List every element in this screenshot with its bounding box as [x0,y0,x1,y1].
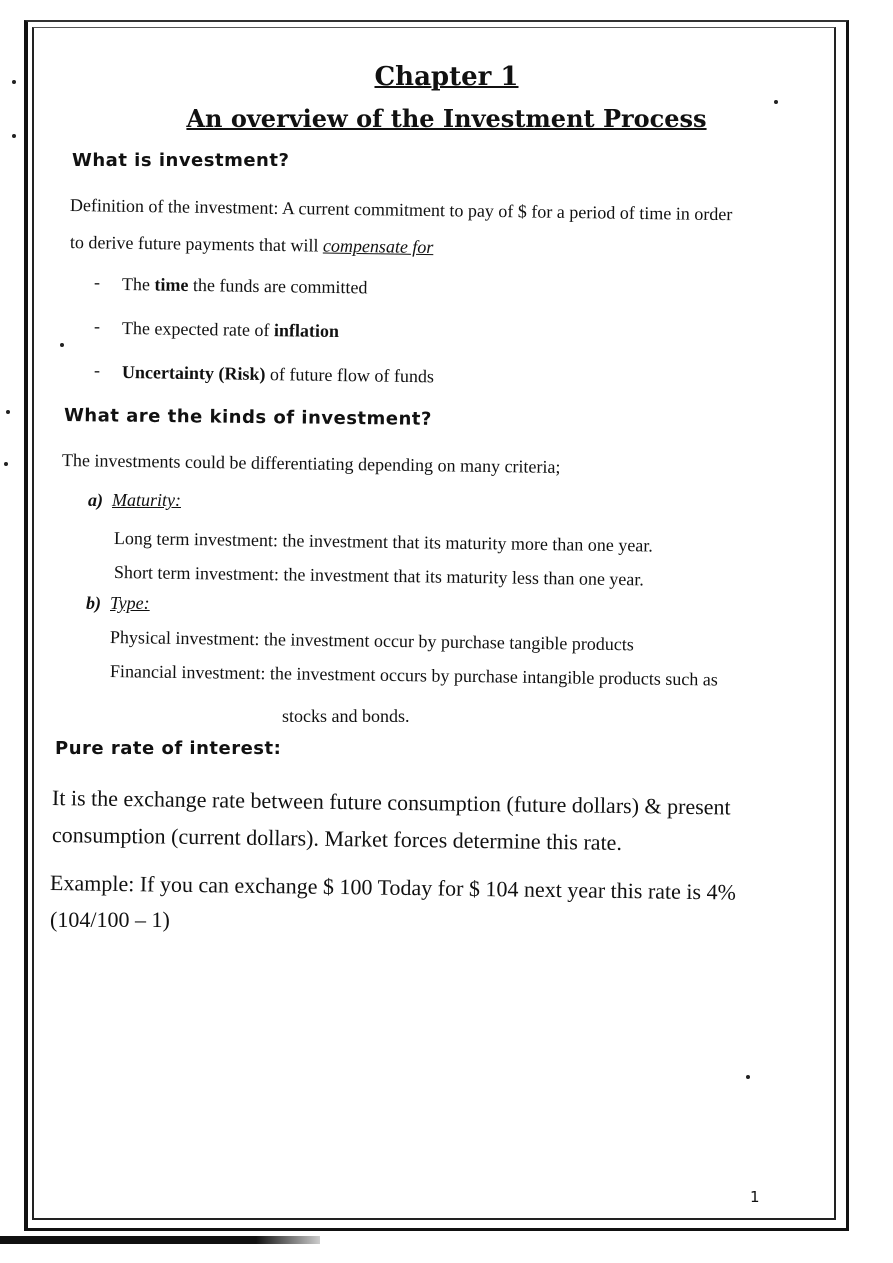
example-line-2: (104/100 – 1) [50,907,170,932]
bullet-item-time: The time the funds are committed [121,274,368,298]
scan-artifact [0,1236,320,1244]
chapter-title: Chapter 1 [374,62,519,92]
emphasis-compensate-for: compensate for [322,235,434,258]
page-number: 1 [750,1188,760,1206]
maturity-long-term: Long term investment: the investment that its maturity more than one year. [113,528,653,556]
subsection-a: a) Maturity: [88,490,181,510]
bullet-item-uncertainty: Uncertainty (Risk) of future flow of funds [121,362,435,387]
bullet-dash: - [94,272,100,292]
kinds-intro: The investments could be differentiating depending on many criteria; [61,450,561,477]
scan-speck [746,1075,750,1079]
type-physical: Physical investment: the investment occur by purchase tangible products [109,627,634,655]
bullet-item-inflation: The expected rate of inflation [121,318,340,342]
pure-rate-para-line-1: It is the exchange rate between future consumption (future dollars) & present [51,785,731,820]
document-subtitle: An overview of the Investment Process [186,104,707,133]
section-heading-pure-rate: Pure rate of interest: [55,738,282,759]
definition-line-1: Definition of the investment: A current commitment to pay of $ for a period of time in order [69,195,733,225]
definition-line-2: to derive future payments that will compensate for [69,232,434,258]
subsection-b: b) Type: [86,593,150,613]
section-heading-what-is-investment: What is investment? [72,150,290,171]
bullet-dash: - [94,360,100,380]
scan-speck [4,462,8,466]
pure-rate-para-line-2: consumption (current dollars). Market forces determine this rate. [51,822,623,855]
scan-speck [6,410,10,414]
scan-speck [12,134,16,138]
scan-speck [60,343,64,347]
example-line-1: Example: If you can exchange $ 100 Today for $ 104 next year this rate is 4% [49,870,737,905]
type-financial-continued: stocks and bonds. [282,706,410,726]
maturity-short-term: Short term investment: the investment that its maturity less than one year. [113,562,645,590]
section-heading-kinds-of-investment: What are the kinds of investment? [63,405,433,430]
type-financial: Financial investment: the investment occurs by purchase intangible products such as [109,661,718,690]
bullet-dash: - [94,316,100,336]
